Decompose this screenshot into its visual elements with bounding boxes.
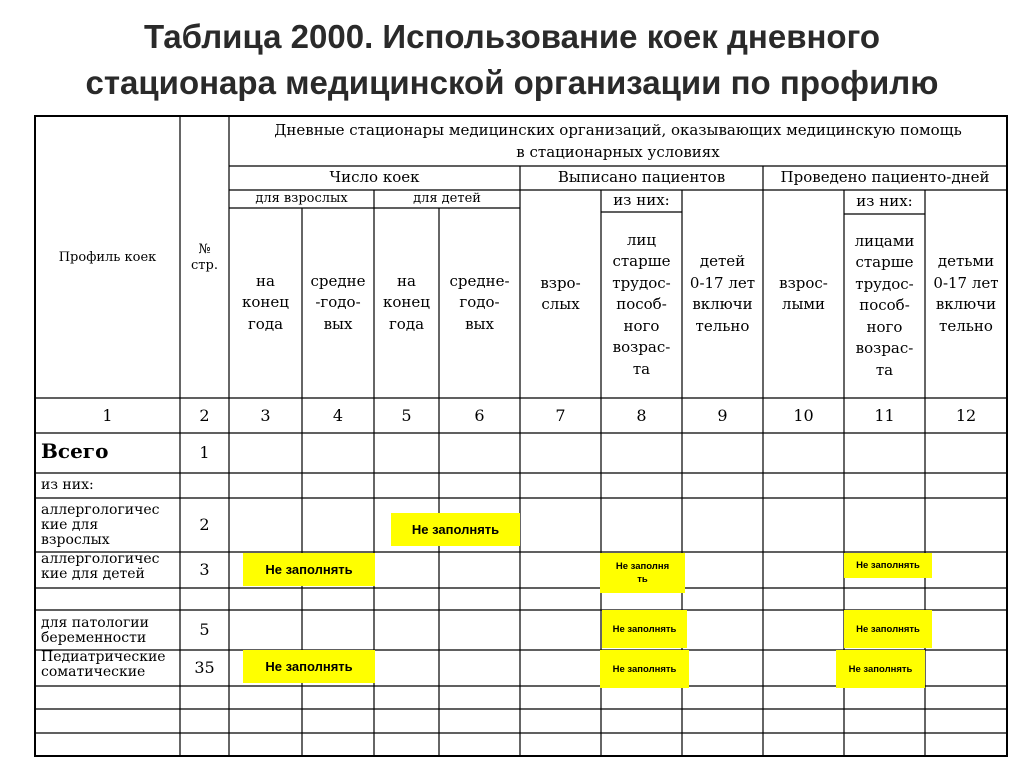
col-number: 6 (474, 405, 485, 425)
header-of-them-discharged: из них: (613, 191, 670, 210)
row-label-allergy-children: аллергологичес кие для детей (41, 551, 160, 582)
header-col6: средне- годо- вых (449, 271, 510, 333)
row-number: 1 (199, 443, 210, 463)
header-of-them-days: из них: (856, 192, 913, 211)
col-number: 12 (955, 405, 977, 425)
col-number: 9 (717, 405, 728, 425)
header-beds: Число коек (329, 168, 420, 187)
header-col12: детьми 0-17 лет включи тельно (933, 252, 999, 335)
header-col4: средне -годо- вых (310, 271, 366, 333)
page-title (0, 14, 1024, 106)
header-col3: на конец года (242, 271, 289, 333)
do-not-fill-note: Не заполнять (243, 553, 375, 586)
col-number: 11 (874, 405, 895, 425)
header-children: для детей (413, 191, 481, 206)
row-label-pregnancy: для патологии беременности (41, 614, 149, 646)
header-rownum: № стр. (191, 241, 218, 273)
header-col10: взрос- лыми (779, 273, 828, 313)
do-not-fill-note: Не заполнять (844, 610, 932, 648)
row-label-total: Всего (41, 438, 109, 463)
do-not-fill-note: Не заполнять (243, 650, 375, 683)
title-line-1: Таблица 2000. Использование коек дневного (143, 18, 881, 55)
row-number: 35 (194, 658, 215, 678)
row-number: 3 (199, 560, 210, 580)
col-number: 5 (401, 405, 412, 425)
row-number: 2 (199, 515, 210, 535)
header-col8: лиц старше трудос- пособ- ного возрас- та (612, 230, 671, 378)
col-number: 4 (332, 405, 344, 425)
do-not-fill-note: Не заполнять (836, 650, 925, 688)
header-main: Дневные стационары медицинских организаций, оказывающих медицинскую помощь в стационарных условиях (274, 121, 962, 161)
header-profile: Профиль коек (58, 249, 157, 265)
col-number: 3 (260, 405, 271, 425)
header-discharged: Выписано пациентов (557, 168, 726, 187)
do-not-fill-note: Не заполня ть (600, 553, 685, 593)
header-col11: лицами старше трудос- пособ- ного возрас- та (854, 231, 915, 379)
do-not-fill-note: Не заполнять (391, 513, 520, 546)
col-number: 7 (555, 405, 566, 425)
header-adults: для взрослых (255, 191, 348, 206)
do-not-fill-note: Не заполнять (600, 650, 689, 688)
col-number: 2 (199, 405, 210, 425)
title-line-2: стационара медицинской организации по профилю (85, 64, 939, 101)
do-not-fill-note: Не заполнять (844, 553, 932, 578)
col-number: 8 (636, 405, 647, 425)
do-not-fill-note: Не заполнять (602, 610, 687, 648)
row-number: 5 (199, 620, 210, 640)
col-number: 1 (102, 405, 113, 425)
header-col5: на конец года (383, 271, 430, 333)
col-number: 10 (793, 405, 814, 425)
header-patient-days: Проведено пациенто-дней (780, 168, 990, 187)
header-col9: детей 0-17 лет включи тельно (689, 252, 756, 335)
row-label-allergy-adults: аллергологичес кие для взрослых (41, 502, 160, 548)
row-label-pediatric: Педиатрические соматические (41, 649, 166, 680)
header-col7: взро- слых (540, 273, 581, 313)
row-label-of-them: из них: (41, 477, 94, 493)
